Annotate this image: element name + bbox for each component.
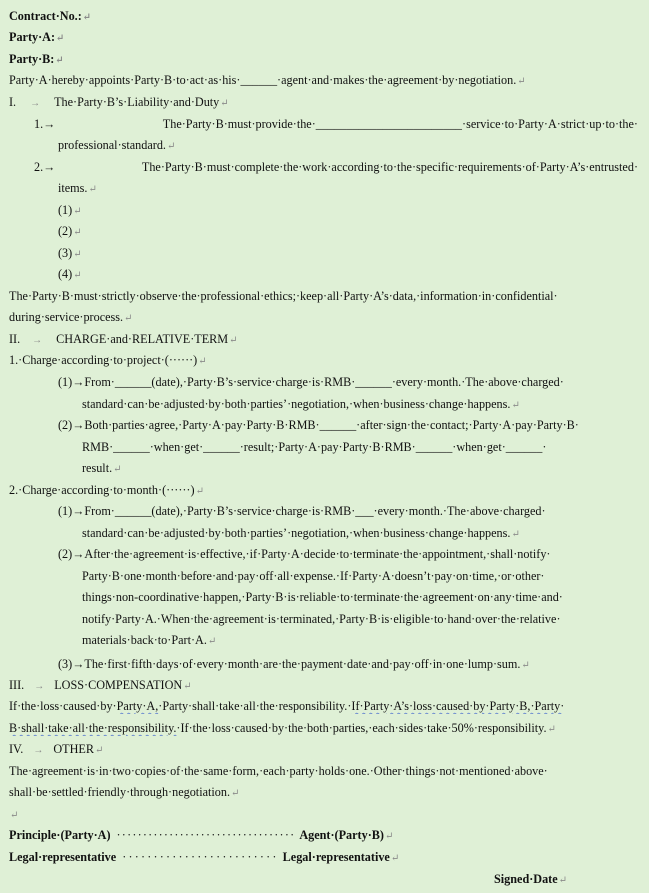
charge-month-heading: 2.·Charge·according·to·month·(······)↵	[9, 483, 204, 497]
project-item-2-line-2: RMB·______·when·get·______·result;·Party·A·pay·Party·B·RMB·______·when·get·______·	[82, 440, 547, 454]
project-item-1-line-1: (1)→From·______(date),·Party·B’s·service·charge·is·RMB·______·every·month.·The·above·charged·	[58, 375, 564, 389]
month-item-1-line-2: standard·can·be·adjusted·by·both·parties’·negotiation,·when·business·change·happens.↵	[82, 526, 520, 540]
section-1-heading: I. → The·Party·B’s·Liability·and·Duty↵	[9, 95, 229, 109]
duty-item-2-line-2: items.↵	[58, 181, 97, 195]
month-item-1-line-1: (1)→From·______(date),·Party·B’s·service·charge·is·RMB·___·every·month.·The·above·charged·	[58, 504, 546, 518]
intro-paragraph: Party·A·hereby·appoints·Party·B·to·act·as·his·______·agent·and·makes·the·agreement·by·negotiation.↵	[9, 73, 526, 87]
signed-date-line: Signed·Date↵	[494, 872, 568, 886]
project-item-1-line-2: standard·can·be·adjusted·by·both·parties’·negotiation,·when·business·change·happens.↵	[82, 397, 520, 411]
duty-sub-item: (1)↵	[58, 203, 82, 217]
ethics-line-1: The·Party·B·must·strictly·observe·the·professional·ethics;·keep·all·Party·A’s·data,·information·in·confidential·	[9, 289, 558, 303]
contract-no-label: Contract·No.:↵	[9, 9, 92, 23]
signature-legal-line: Legal·representative ························· Legal·representative↵	[9, 850, 400, 864]
section-4-heading: IV. → OTHER↵	[9, 742, 104, 756]
loss-line-1: If·the·loss·caused·by·Party·A,·Party·shall·take·all·the·responsibility.·If·Party·A’s·loss·caused·by·Party·B,·Party·	[9, 699, 565, 713]
month-item-2-line-4: notify·Party·A.·When·the·agreement·is·terminated,·Party·B·is·eligible·to·hand·over·the·relative·	[82, 612, 561, 626]
project-item-2-line-3: result.↵	[82, 461, 122, 475]
other-line-1: The·agreement·is·in·two·copies·of·the·same·form,·each·party·holds·one.·Other·things·not·mentioned·above·	[9, 764, 548, 778]
month-item-3: (3)→The·first·fifth·days·of·every·month·are·the·payment·date·and·pay·off·in·one·lump·sum.↵	[58, 657, 530, 671]
charge-project-heading: 1.·Charge·according·to·project·(······)↵	[9, 353, 207, 367]
month-item-2-line-2: Party·B·one·month·before·and·pay·off·all·expense.·If·Party·A·doesn’t·pay·on·time,·or·other·	[82, 569, 545, 583]
other-line-2: shall·be·settled·friendly·through·negotiation.↵	[9, 785, 240, 799]
month-item-2-line-5: materials·back·to·Part·A.↵	[82, 633, 217, 647]
party-a-label: Party·A:↵	[9, 30, 65, 44]
project-item-2-line-1: (2)→Both·parties·agree,·Party·A·pay·Party·B·RMB·______·after·sign·the·contact;·Party·A·pay·Party·B·	[58, 418, 579, 432]
month-item-2-line-1: (2)→After·the·agreement·is·effective,·if·Party·A·decide·to·terminate·the·appointment,·shall·notify·	[58, 547, 551, 561]
duty-sub-item: (4)↵	[58, 267, 82, 281]
duty-item-1-line-2: professional·standard.↵	[58, 138, 176, 152]
section-2-heading: II. → CHARGE·and·RELATIVE·TERM↵	[9, 332, 238, 346]
duty-item-1-line-1: 1.→ The·Party·B·must·provide·the·________________________·service·to·Party·A·strict·up·to·the·	[34, 117, 638, 131]
month-item-2-line-3: things·non-coordinative·happen,·Party·B·is·reliable·to·terminate·the·agreement·on·any·time·and·	[82, 590, 563, 604]
party-b-label: Party·B:↵	[9, 52, 64, 66]
signature-principle-line: Principle·(Party·A) ·································· Agent·(Party·B)↵	[9, 828, 394, 842]
duty-sub-item: (3)↵	[58, 246, 82, 260]
duty-sub-item: (2)↵	[58, 224, 82, 238]
ethics-line-2: during·service·process.↵	[9, 310, 133, 324]
empty-paragraph: ↵	[10, 810, 19, 821]
section-3-heading: III. → LOSS·COMPENSATION↵	[9, 678, 192, 692]
duty-item-2-line-1: 2.→ The·Party·B·must·complete·the·work·according·to·the·specific·requirements·of·Party·A’s·entrusted·	[34, 160, 638, 174]
loss-line-2: B·shall·take·all·the·responsibility.·If·the·loss·caused·by·the·both·parties,·each·sides·take·50%·responsibility.↵	[9, 721, 556, 735]
